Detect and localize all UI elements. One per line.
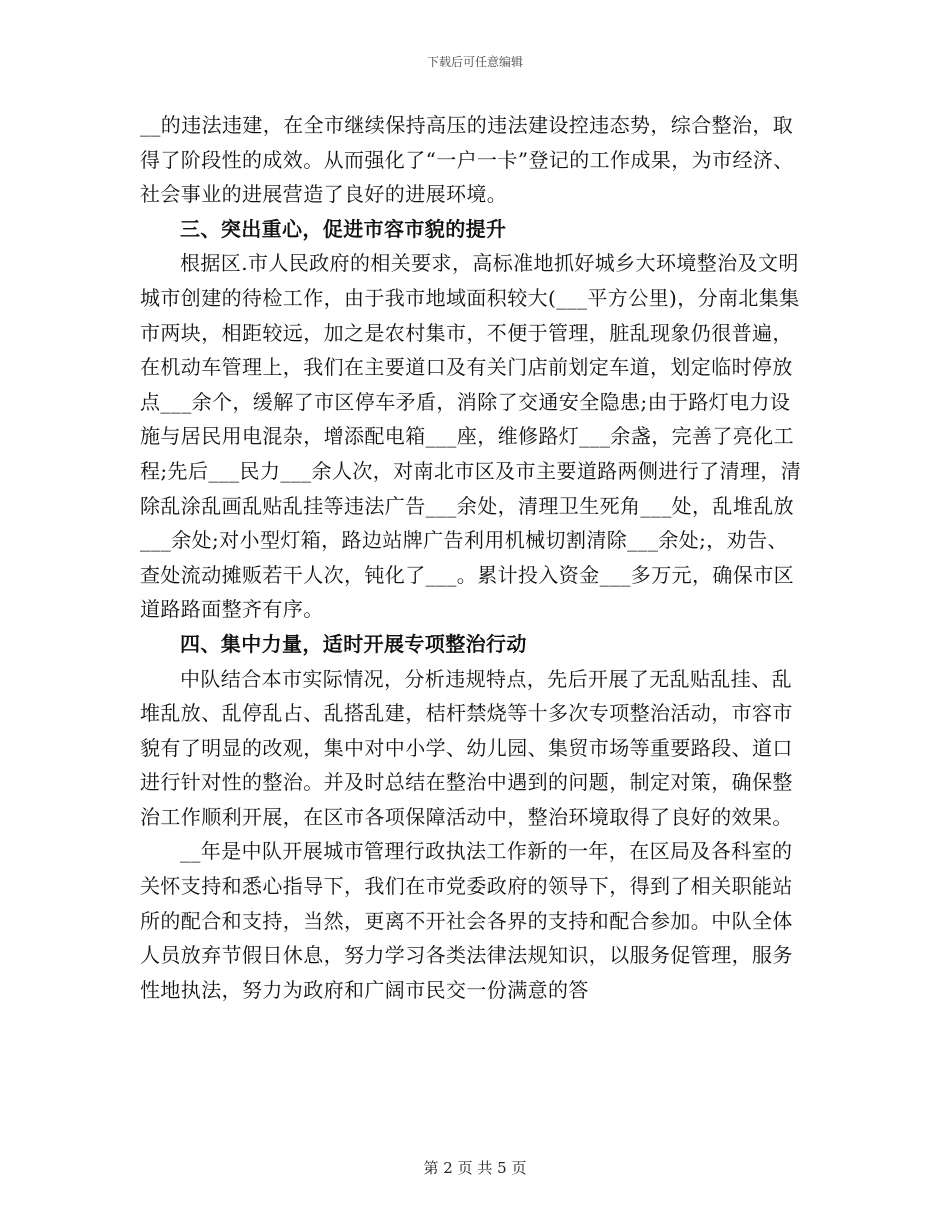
- paragraph-section-4: 中队结合本市实际情况，分析违规特点，先后开展了无乱贴乱挂、乱堆乱放、乱停乱占、乱搭乱建，桔杆禁烧等十多次专项整治活动，市容市貌有了明显的改观，集中对中小学、幼儿园、集贸市场等重要路段、道口进行针对性的整治。并及时总结在整治中遇到的问题，制定对策，确保整治工作顺利开展，在区市各项保障活动中，整治环境取得了良好的效果。: [140, 666, 793, 829]
- section-heading-4: 四、集中力量，适时开展专项整治行动: [180, 631, 527, 656]
- document-body: [140, 108, 805, 1007]
- paragraph-continuation: __的违法违建，在全市继续保持高压的违法建设控违态势，综合整治，取得了阶段性的成效。从而强化了“一户一卡”登记的工作成果，为市经济、社会事业的进展营造了良好的进展环境。: [140, 113, 794, 207]
- section-heading-3: 三、突出重心，促进市容市貌的提升: [180, 216, 507, 241]
- paragraph-section-3: 根据区.市人民政府的相关要求，高标准地抓好城乡大环境整治及文明城市创建的待检工作，由于我市地域面积较大(___平方公里)，分南北集集市两块，相距较远，加之是农村集市，不便于管理，脏乱现象仍很普遍，在机动车管理上，我们在主要道口及有关门店前划定车道，划定临时停放点___余个，缓解了市区停车矛盾，消除了交通安全隐患;由于路灯电力设施与居民用电混杂，增添配电箱___座，维修路灯___余盏，完善了亮化工程;先后___民力___余人次，对南北市区及市主要道路两侧进行了清理，清除乱涂乱画乱贴乱挂等违法广告___余处，清理卫生死角___处，乱堆乱放___余处;对小型灯箱，路边站牌广告利用机械切割清除___余处;，劝告、查处流动摊贩若干人次，钝化了___。累计投入资金___多万元，确保市区道路路面整齐有序。: [140, 251, 802, 622]
- page-header: 下载后可任意编辑: [426, 55, 523, 69]
- paragraph-summary: __年是中队开展城市管理行政执法工作新的一年，在区局及各科室的关怀支持和悉心指导下，我们在市党委政府的领导下，得到了相关职能站所的配合和支持，当然，更离不开社会各界的支持和配合参加。中队全体人员放弃节假日休息，努力学习各类法律法规知识，以服务促管理，服务性地执法，努力为政府和广阔市民交一份满意的答: [140, 839, 793, 1002]
- page-footer: 第 2 页 共 5 页: [423, 1159, 527, 1177]
